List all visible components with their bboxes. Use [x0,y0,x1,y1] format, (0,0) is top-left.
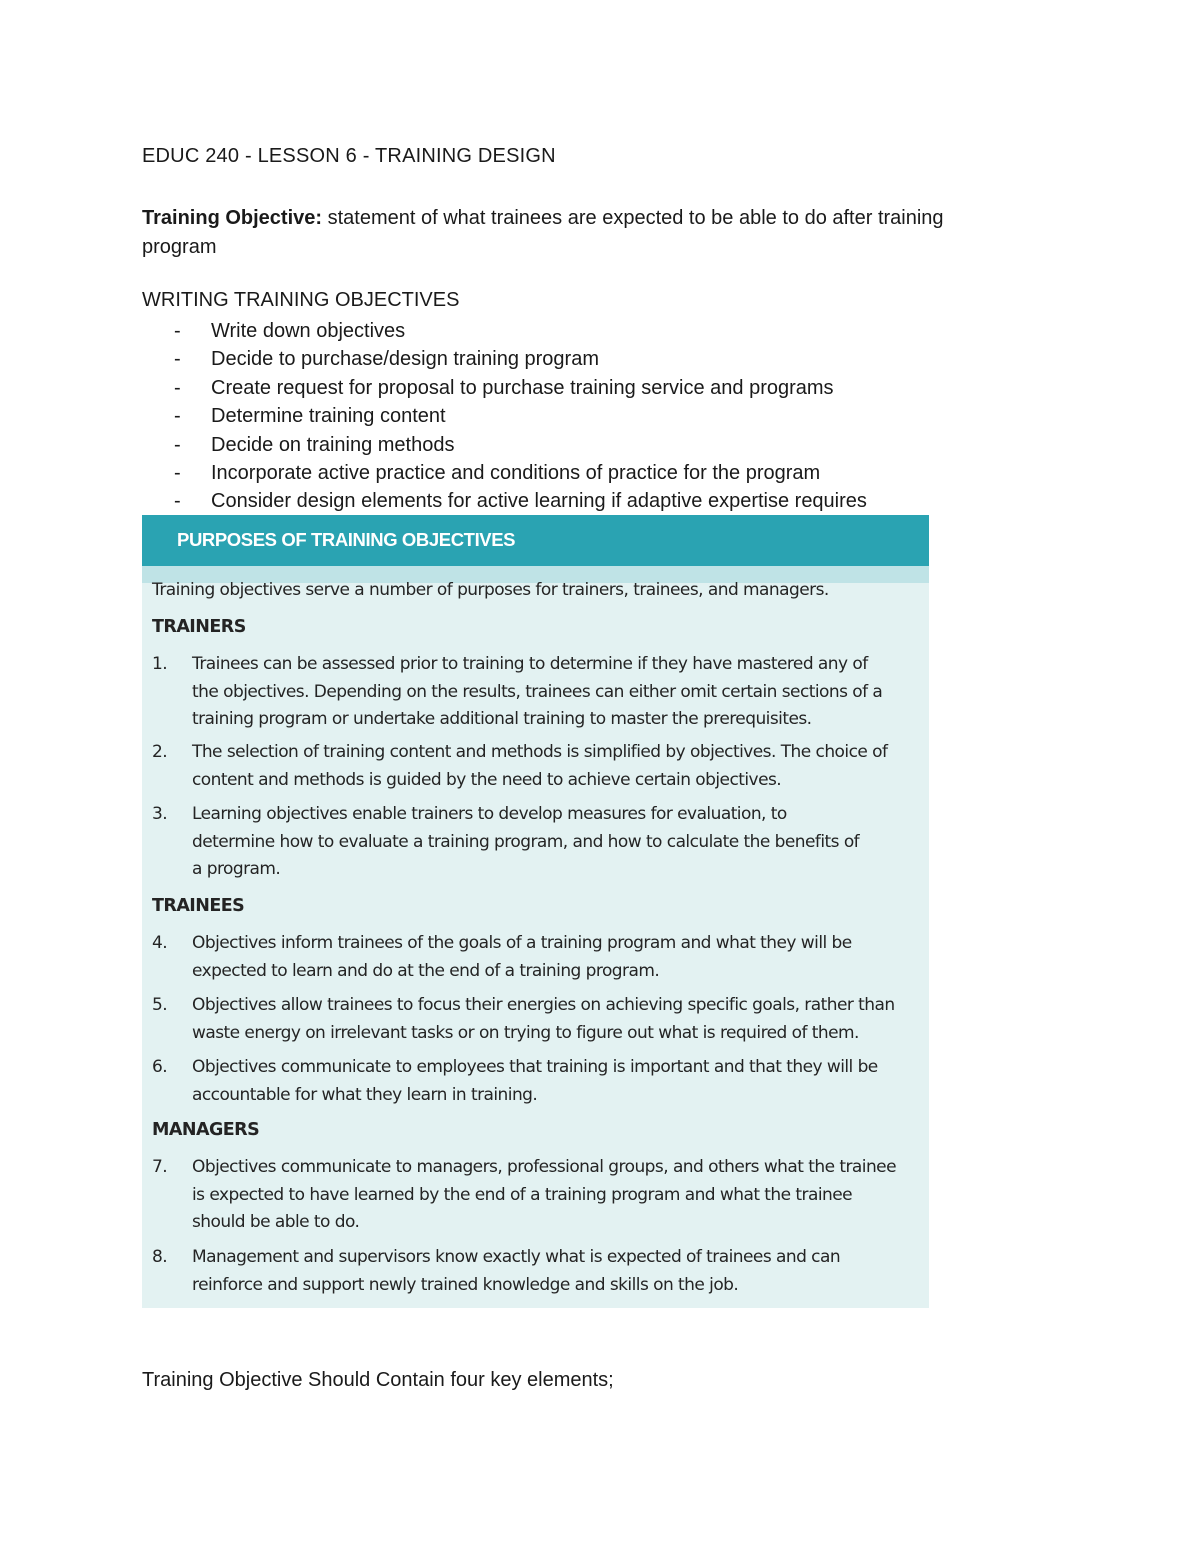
objective-line: Learning objectives enable trainers to develop measures for evaluation, to [192,804,787,824]
objective-line: waste energy on irrelevant tasks or on trying to figure out what is required of them. [192,1022,859,1043]
objective-line: Management and supervisors know exactly what is expected of trainees and can [192,1247,841,1267]
bullet-dash: - [174,405,181,428]
objective-text [192,801,929,884]
bullet-dash: - [174,461,181,484]
definition-term: Training Objective: [142,207,323,229]
objective-line: reinforce and support newly trained knowledge and skills on the job. [192,1274,739,1295]
step-text: Decide on training methods [211,433,455,456]
objective-line: Objectives allow trainees to focus their energies on achieving specific goals, rather than [192,995,895,1015]
step-text: Consider design elements for active learning if adaptive expertise requires [211,490,867,513]
objective-text [192,930,929,985]
objective-line: should be able to do. [192,1212,360,1232]
definition-text: statement of what trainees are expected to be able to do after training program [142,207,944,258]
objective-line: Objectives inform trainees of the goals of a training program and what they will be [192,933,852,953]
step-text: Incorporate active practice and conditions of practice for the program [211,461,821,484]
objective-text [192,1154,929,1237]
objective-line: is expected to have learned by the end of a training program and what the trainee [192,1184,853,1205]
group-heading-managers: MANAGERS [152,1120,260,1140]
objective-number: 8. [152,1247,168,1267]
group-heading-trainees: TRAINEES [152,896,245,916]
bullet-dash: - [174,490,181,513]
bullet-dash: - [174,320,181,342]
figure-title: PURPOSES OF TRAINING OBJECTIVES [177,529,516,550]
step-text: Determine training content [211,405,446,428]
objective-text [192,992,929,1047]
step-text: Create request for proposal to purchase training service and programs [211,376,834,399]
bullet-dash: - [174,348,181,371]
four-key-elements-line: Training Objective Should Contain four key elements; [142,1369,614,1391]
objective-number: 3. [152,804,168,824]
step-text: Write down objectives [211,320,406,342]
figure-intro: Training objectives serve a number of purposes for trainers, trainees, and managers. [152,580,829,600]
objective-line: a program. [192,859,281,879]
objective-number: 7. [152,1157,168,1177]
objective-line: Trainees can be assessed prior to training to determine if they have mastered any of [192,654,868,674]
document-title: EDUC 240 - LESSON 6 - TRAINING DESIGN [142,145,556,167]
step-text: Decide to purchase/design training program [211,348,599,371]
objective-text [192,651,929,734]
objective-text [192,739,929,794]
objective-number: 5. [152,995,168,1015]
objective-line: accountable for what they learn in training. [192,1084,538,1105]
writing-objectives-heading: WRITING TRAINING OBJECTIVES [142,289,460,311]
figure-header-bar [142,515,929,566]
objective-line: The selection of training content and methods is simplified by objectives. The choice of [192,742,888,762]
objective-line: Objectives communicate to managers, professional groups, and others what the trainee [192,1157,896,1177]
objective-line: the objectives. Depending on the results, trainees can either omit certain sections of a [192,681,883,702]
objective-number: 4. [152,933,168,953]
training-objective-definition [142,204,1022,262]
purposes-figure [142,515,929,1308]
group-heading-trainers: TRAINERS [152,617,246,637]
objective-line: training program or undertake additional training to master the prerequisites. [192,709,812,729]
bullet-dash: - [174,376,181,399]
objective-number: 1. [152,654,168,674]
objective-text [192,1054,929,1109]
objective-number: 2. [152,742,168,762]
objective-line: content and methods is guided by the need to achieve certain objectives. [192,769,782,790]
objective-text [192,1244,929,1299]
objective-number: 6. [152,1057,168,1077]
bullet-dash: - [174,433,181,456]
objective-line: expected to learn and do at the end of a training program. [192,960,660,981]
objective-line: determine how to evaluate a training program, and how to calculate the benefits of [192,831,860,852]
objective-line: Objectives communicate to employees that training is important and that they will be [192,1057,878,1077]
